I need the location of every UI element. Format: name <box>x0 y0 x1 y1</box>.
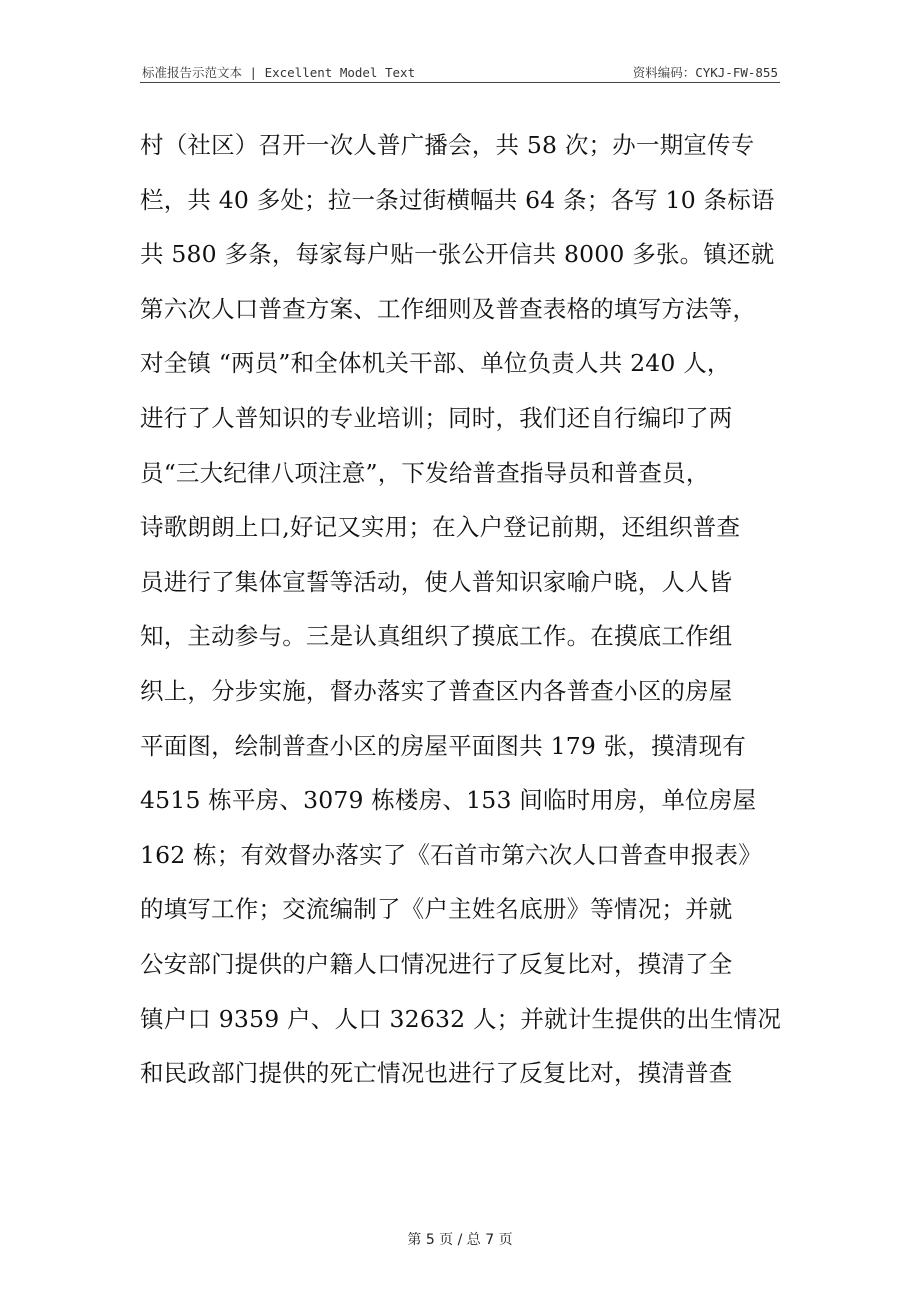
body-line: 第六次人口普查方案、工作细则及普查表格的填写方法等， <box>140 294 757 323</box>
page-number: 第 5 页 / 总 7 页 <box>407 1232 513 1248</box>
body-text <box>140 118 780 1101</box>
body-line: 镇户口 9359 户、人口 32632 人；并就计生提供的出生情况 <box>140 1004 782 1033</box>
body-line: 4515 栋平房、3079 栋楼房、153 间临时用房，单位房屋 <box>140 786 757 815</box>
body-line: 共 580 多条，每家每户贴一张公开信共 8000 多张。镇还就 <box>140 240 775 269</box>
body-line: 公安部门提供的户籍人口情况进行了反复比对，摸清了全 <box>140 949 733 978</box>
body-line: 诗歌朗朗上口,好记又实用；在入户登记前期，还组织普查 <box>140 513 741 542</box>
body-line: 村（社区）召开一次人普广播会，共 58 次；办一期宣传专 <box>140 131 755 159</box>
body-line: 平面图，绘制普查小区的房屋平面图共 179 张，摸清现有 <box>140 731 746 760</box>
body-line: 和民政部门提供的死亡情况也进行了反复比对，摸清普查 <box>140 1059 733 1088</box>
page-header <box>140 60 780 83</box>
body-line: 进行了人普知识的专业培训；同时，我们还自行编印了两 <box>140 403 733 432</box>
body-line: 知，主动参与。三是认真组织了摸底工作。在摸底工作组 <box>140 622 733 651</box>
body-line: 栏，共 40 多处；拉一条过街横幅共 64 条；各写 10 条标语 <box>140 185 775 214</box>
body-line: 织上，分步实施，督办落实了普查区内各普查小区的房屋 <box>140 676 733 705</box>
header-document-code: 资料编码：CYKJ-FW-855 <box>632 65 778 80</box>
body-line: 对全镇 “两员”和全体机关干部、单位负责人共 240 人， <box>140 349 731 378</box>
body-line: 162 栋；有效督办落实了《石首市第六次人口普查申报表》 <box>140 840 762 869</box>
header-document-title: 标准报告示范文本 | Excellent Model Text <box>142 65 416 80</box>
body-line: 员进行了集体宣誓等活动，使人普知识家喻户晓，人人皆 <box>140 567 733 596</box>
body-line: 的填写工作；交流编制了《户主姓名底册》等情况；并就 <box>140 895 733 924</box>
body-line: 员“三大纪律八项注意”，下发给普查指导员和普查员， <box>140 458 710 487</box>
